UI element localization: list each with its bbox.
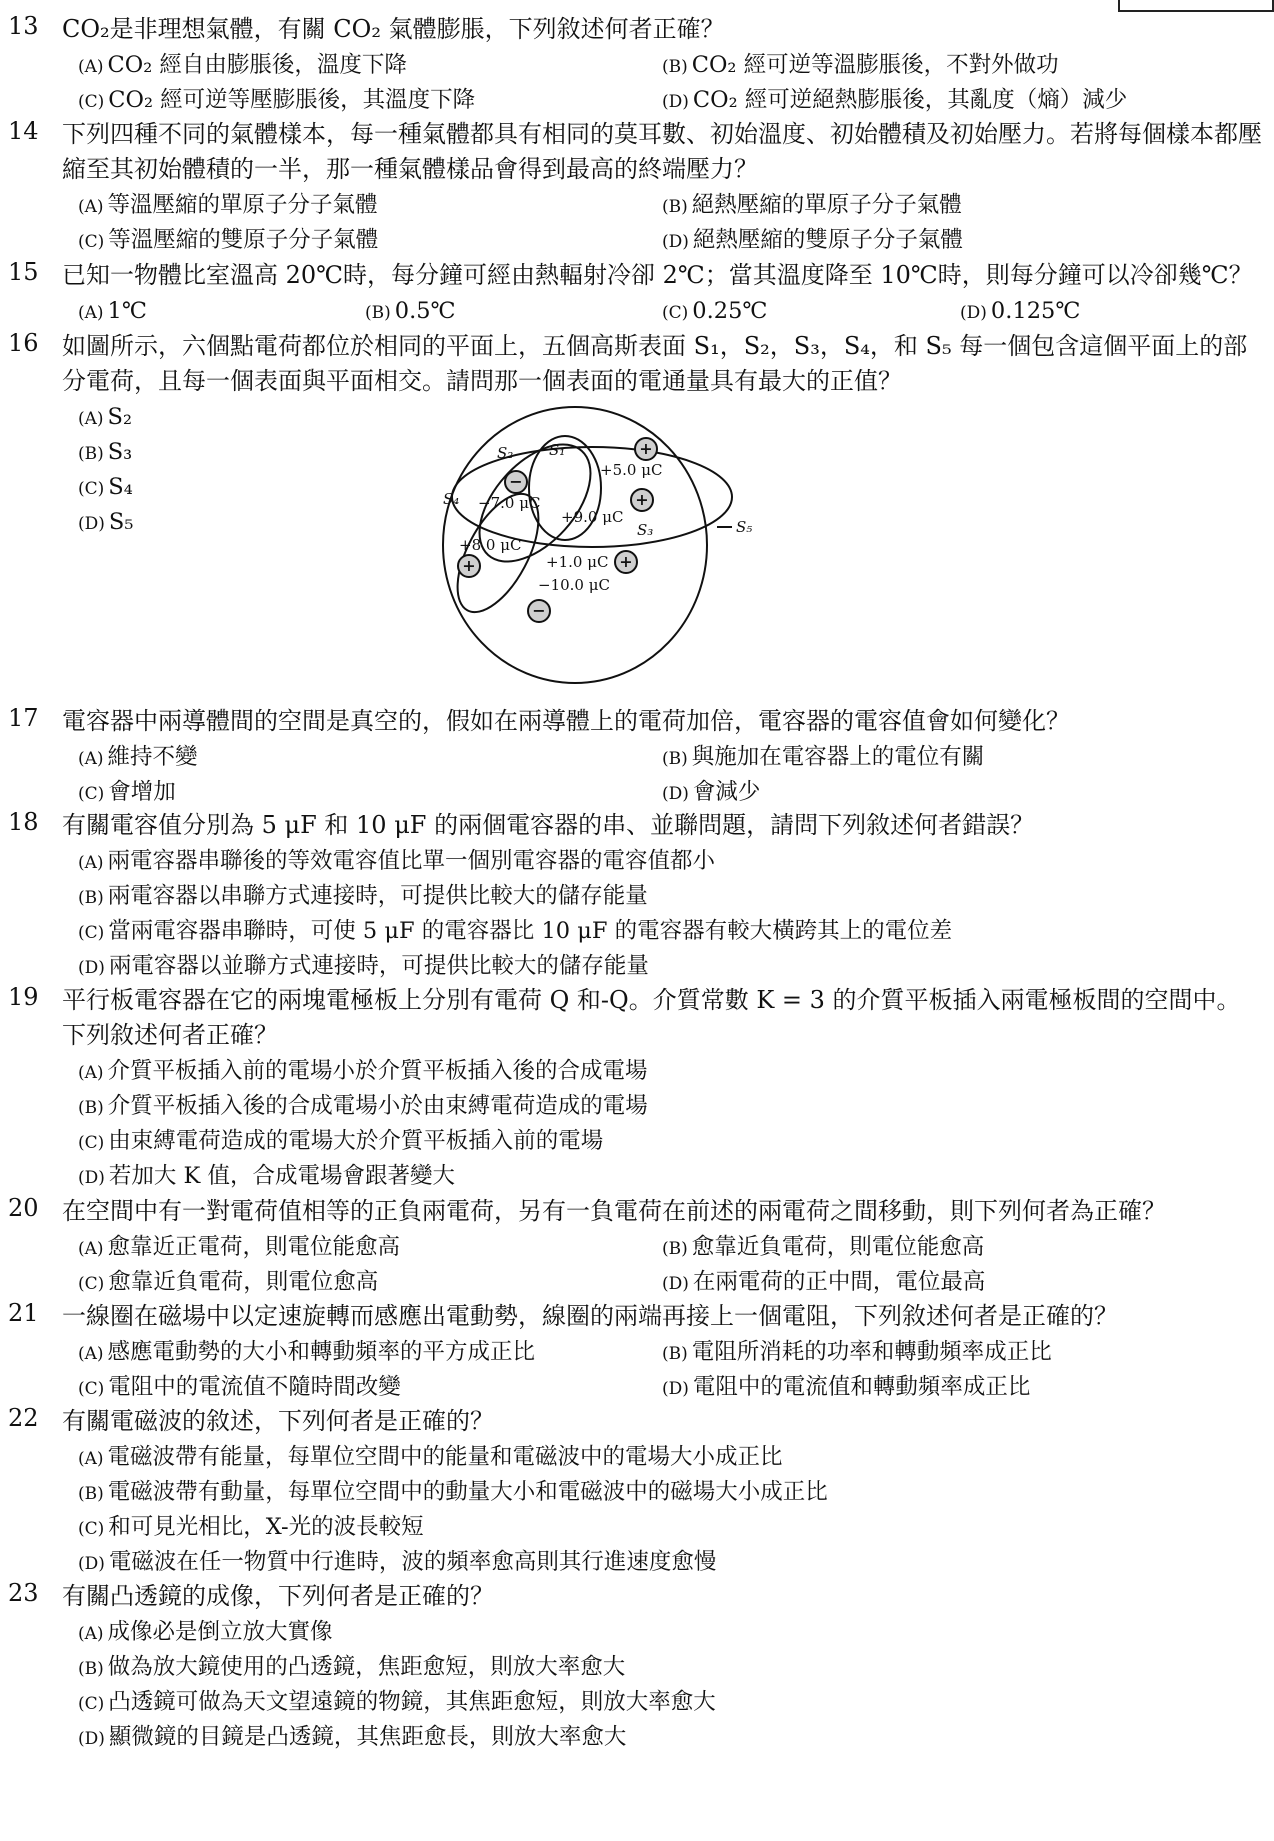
charge-sign: + [619, 552, 633, 571]
question-stem: CO₂是非理想氣體，有關 CO₂ 氣體膨脹，下列敘述何者正確？ [62, 15, 725, 43]
option-a[interactable] [78, 1615, 333, 1652]
page-corner-box [1118, 0, 1274, 12]
option-label: (B) [662, 1344, 688, 1364]
option-b[interactable] [78, 879, 648, 916]
option-label: (A) [78, 1239, 104, 1259]
question-number: 23 [8, 1579, 39, 1607]
option-text: 介質平板插入前的電場小於介質平板插入後的合成電場 [107, 1058, 648, 1084]
charge-value-label: +8.0 μC [459, 536, 522, 554]
option-text: 愈靠近正電荷，則電位能愈高 [107, 1234, 401, 1260]
option-b[interactable] [78, 435, 132, 472]
option-a[interactable] [78, 1335, 535, 1372]
option-b[interactable] [662, 740, 984, 777]
option-text: 兩電容器以串聯方式連接時，可提供比較大的儲存能量 [107, 883, 648, 909]
option-label: (C) [78, 479, 105, 499]
option-d[interactable] [662, 1370, 1030, 1407]
option-text: 在兩電荷的正中間，電位最高 [692, 1269, 986, 1295]
option-label: (D) [662, 232, 689, 252]
option-label: (C) [662, 303, 689, 323]
option-label: (C) [78, 1379, 105, 1399]
label-s3: S₃ [637, 521, 654, 539]
option-label: (B) [78, 1659, 104, 1679]
option-label: (B) [78, 1484, 104, 1504]
option-text: 凸透鏡可做為天文望遠鏡的物鏡，其焦距愈短，則放大率愈大 [108, 1689, 716, 1715]
option-label: (C) [78, 232, 105, 252]
option-a[interactable] [78, 48, 407, 85]
option-label: (C) [78, 92, 105, 112]
option-label: (A) [78, 1624, 104, 1644]
option-d[interactable] [78, 505, 133, 542]
charge-sign: + [462, 556, 476, 575]
option-b[interactable] [78, 1475, 828, 1512]
option-label: (B) [662, 57, 688, 77]
option-text: 當兩電容器串聯時，可使 5 μF 的電容器比 10 μF 的電容器有較大橫跨其上的電位差 [108, 918, 953, 944]
option-b[interactable] [662, 48, 1059, 85]
option-c[interactable] [78, 470, 133, 507]
option-label: (B) [78, 444, 104, 464]
question-number: 22 [8, 1404, 39, 1432]
option-label: (C) [78, 1274, 105, 1294]
option-text: 等溫壓縮的單原子分子氣體 [107, 192, 378, 218]
option-text: 與施加在電容器上的電位有關 [691, 744, 985, 770]
charge-sign: + [635, 490, 649, 509]
option-d[interactable] [662, 775, 760, 812]
question-stem: 下列四種不同的氣體樣本，每一種氣體都具有相同的莫耳數、初始溫度、初始體積及初始壓力。若將每個樣本都壓縮至其初始體積的一半，那一種氣體樣品會得到最高的終端壓力？ [62, 120, 1262, 183]
option-a[interactable] [78, 400, 132, 437]
label-s5: S₅ [736, 518, 753, 536]
option-b[interactable] [78, 1089, 648, 1126]
option-text: 愈靠近負電荷，則電位愈高 [108, 1269, 379, 1295]
option-text: S₄ [108, 474, 133, 500]
option-label: (D) [662, 92, 689, 112]
option-text: 會增加 [108, 779, 176, 805]
option-label: (A) [78, 853, 104, 873]
charge-value-label: −10.0 μC [538, 576, 610, 594]
question-stem: 有關凸透鏡的成像，下列何者是正確的？ [62, 1582, 494, 1610]
option-label: (C) [78, 1519, 105, 1539]
option-text: CO₂ 經自由膨脹後，溫度下降 [107, 52, 407, 78]
option-text: 0.5℃ [394, 298, 456, 324]
option-b[interactable] [78, 1650, 625, 1687]
option-text: S₂ [107, 404, 132, 430]
option-text: 等溫壓縮的雙原子分子氣體 [108, 227, 379, 253]
option-d[interactable] [78, 1720, 626, 1757]
option-text: 0.125℃ [990, 298, 1081, 324]
question-stem: 一線圈在磁場中以定速旋轉而感應出電動勢，線圈的兩端再接上一個電阻，下列敘述何者是正確的？ [62, 1302, 1118, 1330]
option-label: (A) [78, 749, 104, 769]
option-label: (A) [78, 409, 104, 429]
charge-value-label: +1.0 μC [546, 553, 609, 571]
question-number: 20 [8, 1194, 39, 1222]
option-text: S₅ [108, 509, 134, 535]
option-text: 電阻所消耗的功率和轉動頻率成正比 [691, 1339, 1052, 1365]
question-stem: 有關電容值分別為 5 μF 和 10 μF 的兩個電容器的串、並聯問題，請問下列敘述何者錯誤？ [62, 811, 1035, 839]
option-c[interactable] [662, 294, 768, 331]
option-label: (C) [78, 1133, 105, 1153]
option-d[interactable] [662, 83, 1127, 120]
option-label: (B) [662, 1239, 688, 1259]
option-label: (A) [78, 303, 104, 323]
option-text: 由束縛電荷造成的電場大於介質平板插入前的電場 [108, 1128, 604, 1154]
question-stem: 在空間中有一對電荷值相等的正負兩電荷，另有一負電荷在前述的兩電荷之間移動，則下列何者為正確？ [62, 1197, 1166, 1225]
option-label: (B) [78, 1098, 104, 1118]
charge-sign: − [509, 472, 523, 491]
option-text: 電磁波在任一物質中行進時，波的頻率愈高則其行進速度愈慢 [108, 1549, 717, 1575]
option-text: 1℃ [107, 298, 148, 324]
option-d[interactable] [78, 1159, 455, 1196]
question-number: 14 [8, 117, 39, 145]
option-label: (A) [78, 1449, 104, 1469]
question-stem: 已知一物體比室溫高 20℃時，每分鐘可經由熱輻射冷卻 2℃；當其溫度降至 10℃時，則每分鐘可以冷卻幾℃？ [62, 261, 1253, 289]
option-text: 介質平板插入後的合成電場小於由束縛電荷造成的電場 [107, 1093, 648, 1119]
option-d[interactable] [960, 294, 1081, 331]
option-a[interactable] [78, 1054, 648, 1091]
option-label: (B) [662, 197, 688, 217]
option-text: 0.25℃ [692, 298, 768, 324]
option-text: 做為放大鏡使用的凸透鏡，焦距愈短，則放大率愈大 [107, 1654, 626, 1680]
option-text: 顯微鏡的目鏡是凸透鏡，其焦距愈長，則放大率愈大 [108, 1724, 627, 1750]
option-text: CO₂ 經可逆等溫膨脹後，不對外做功 [691, 52, 1059, 78]
option-label: (D) [78, 514, 105, 534]
charge-value-label: +5.0 μC [600, 461, 663, 479]
option-label: (D) [78, 958, 105, 978]
question-number: 15 [8, 258, 39, 286]
option-text: 和可見光相比，X-光的波長較短 [108, 1514, 424, 1540]
option-label: (A) [78, 1344, 104, 1364]
option-label: (D) [78, 1729, 105, 1749]
label-s4: S₄ [443, 490, 460, 508]
option-c[interactable] [78, 775, 176, 812]
option-a[interactable] [78, 294, 147, 331]
question-stem: 平行板電容器在它的兩塊電極板上分別有電荷 Q 和-Q。介質常數 K = 3 的介質平板插入兩電極板間的空間中。下列敘述何者正確？ [62, 986, 1241, 1049]
option-label: (D) [78, 1168, 105, 1188]
option-label: (B) [78, 888, 104, 908]
option-text: 絕熱壓縮的雙原子分子氣體 [692, 227, 963, 253]
option-text: 維持不變 [107, 744, 198, 770]
option-label: (B) [662, 749, 688, 769]
option-text: 會減少 [692, 779, 761, 805]
option-c[interactable] [78, 83, 475, 120]
option-d[interactable] [78, 949, 649, 986]
option-a[interactable] [78, 188, 378, 225]
option-c[interactable] [78, 1685, 716, 1722]
charge-sign: − [532, 601, 546, 620]
option-label: (D) [78, 1554, 105, 1574]
gaussian-surfaces-figure [440, 405, 780, 688]
question-number: 19 [8, 983, 39, 1011]
charge-value-label: −7.0 μC [478, 494, 541, 512]
question-stem: 如圖所示，六個點電荷都位於相同的平面上，五個高斯表面 S₁，S₂，S₃，S₄，和 S₅ 每一個包含這個平面上的部分電荷，且每一個表面與平面相交。請問那一個表面的電通量具有最大的正值？ [62, 332, 1248, 395]
option-c[interactable] [78, 1510, 424, 1547]
question-number: 18 [8, 808, 39, 836]
option-text: 電磁波帶有動量，每單位空間中的動量大小和電磁波中的磁場大小成正比 [107, 1479, 828, 1505]
option-text: 絕熱壓縮的單原子分子氣體 [691, 192, 962, 218]
question-number: 21 [8, 1299, 39, 1327]
question-stem: 有關電磁波的敘述，下列何者是正確的？ [62, 1407, 494, 1435]
option-text: 若加大 K 值，合成電場會跟著變大 [108, 1163, 456, 1189]
option-label: (B) [365, 303, 391, 323]
option-text: 電阻中的電流值和轉動頻率成正比 [692, 1374, 1031, 1400]
option-text: 兩電容器以並聯方式連接時，可提供比較大的儲存能量 [108, 953, 649, 979]
option-b[interactable] [662, 188, 962, 225]
option-label: (C) [78, 923, 105, 943]
option-label: (A) [78, 197, 104, 217]
option-label: (C) [78, 784, 105, 804]
option-a[interactable] [78, 1230, 400, 1267]
option-b[interactable] [662, 1335, 1052, 1372]
option-label: (A) [78, 1063, 104, 1083]
option-label: (D) [662, 784, 689, 804]
option-d[interactable] [662, 1265, 985, 1302]
option-text: CO₂ 經可逆絕熱膨脹後，其亂度（熵）減少 [692, 87, 1128, 113]
option-c[interactable] [78, 223, 378, 260]
option-text: 感應電動勢的大小和轉動頻率的平方成正比 [107, 1339, 536, 1365]
option-c[interactable] [78, 1370, 401, 1407]
option-a[interactable] [78, 740, 198, 777]
option-b[interactable] [365, 294, 456, 331]
question-number: 13 [8, 12, 39, 40]
option-a[interactable] [78, 844, 715, 881]
option-text: 兩電容器串聯後的等效電容值比單一個別電容器的電容值都小 [107, 848, 716, 874]
question-stem: 電容器中兩導體間的空間是真空的，假如在兩導體上的電荷加倍，電容器的電容值會如何變化？ [62, 707, 1070, 735]
option-c[interactable] [78, 1124, 603, 1161]
charge-sign: + [639, 439, 653, 458]
option-label: (C) [78, 1694, 105, 1714]
option-text: 電阻中的電流值不隨時間改變 [108, 1374, 401, 1400]
option-label: (D) [662, 1274, 689, 1294]
charge-value-label: +9.0 μC [561, 508, 624, 526]
option-d[interactable] [662, 223, 963, 260]
option-label: (D) [960, 303, 987, 323]
option-text: 愈靠近負電荷，則電位能愈高 [691, 1234, 985, 1260]
option-c[interactable] [78, 914, 952, 951]
option-text: 電磁波帶有能量，每單位空間中的能量和電磁波中的電場大小成正比 [107, 1444, 783, 1470]
option-text: 成像必是倒立放大實像 [107, 1619, 333, 1645]
option-text: S₃ [107, 439, 133, 465]
option-a[interactable] [78, 1440, 783, 1477]
option-b[interactable] [662, 1230, 984, 1267]
option-c[interactable] [78, 1265, 378, 1302]
option-label: (A) [78, 57, 104, 77]
option-label: (D) [662, 1379, 689, 1399]
question-number: 16 [8, 329, 39, 357]
question-number: 17 [8, 704, 39, 732]
option-d[interactable] [78, 1545, 716, 1582]
label-s2: S₂ [497, 444, 514, 462]
option-text: CO₂ 經可逆等壓膨脹後，其溫度下降 [108, 87, 476, 113]
label-s1: S₁ [549, 441, 566, 459]
